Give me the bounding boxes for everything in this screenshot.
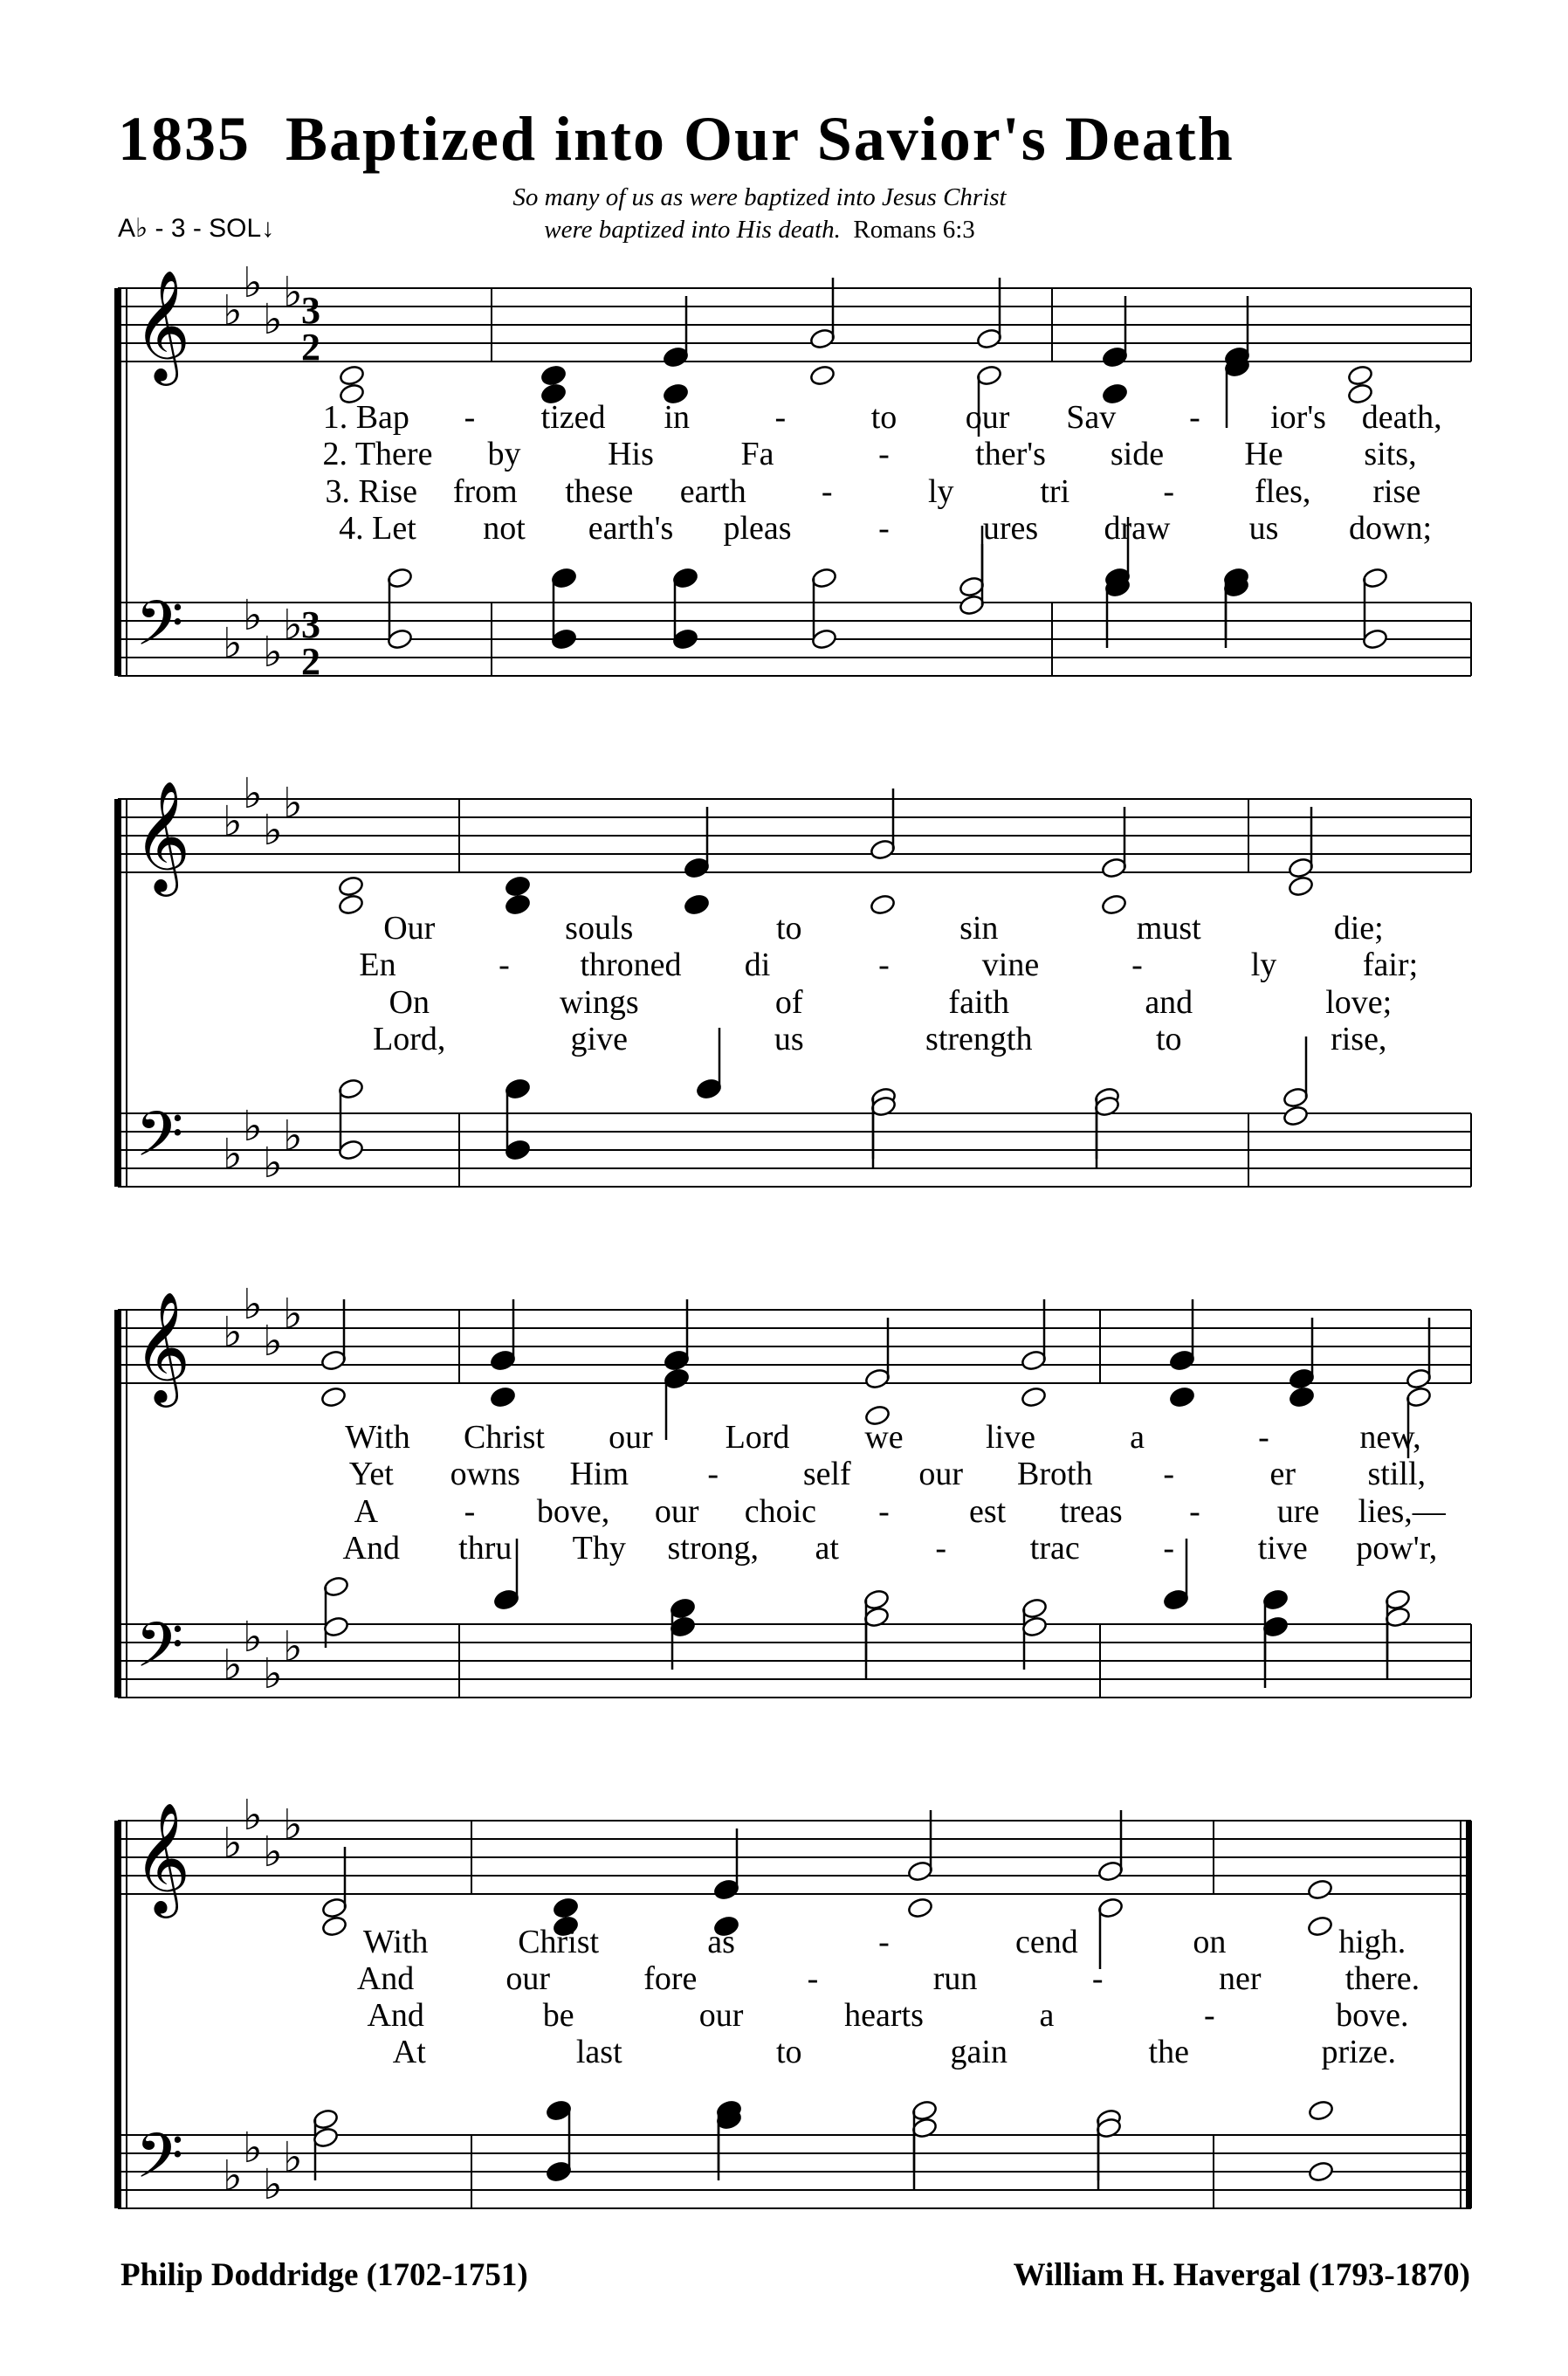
flat-icon: ♭ bbox=[243, 1791, 263, 1840]
lyric-syllable: must bbox=[1136, 910, 1201, 947]
note-head bbox=[1169, 1386, 1196, 1408]
note-head bbox=[907, 1860, 934, 1883]
lyric-syllable: - bbox=[1163, 473, 1175, 510]
time-signature-denominator: 2 bbox=[301, 326, 320, 368]
flat-icon: ♭ bbox=[283, 779, 303, 828]
lyric-syllable: bove, bbox=[536, 1493, 610, 1530]
lyric-syllable: Fa bbox=[740, 436, 774, 472]
time-signature-numerator: 3 bbox=[301, 289, 320, 332]
lyric-syllable: our bbox=[505, 1960, 551, 1997]
lyric-syllable: fair; bbox=[1362, 947, 1419, 983]
note-head bbox=[490, 1386, 517, 1408]
note-head bbox=[1347, 364, 1374, 387]
note-head bbox=[1385, 1588, 1412, 1611]
lyric-syllable: - bbox=[878, 1493, 890, 1530]
note-head bbox=[321, 1897, 348, 1919]
lyric-syllable: pow'r, bbox=[1356, 1530, 1438, 1567]
lyric-syllable: ly bbox=[1250, 947, 1277, 983]
lyric-syllable: 2. There bbox=[322, 436, 433, 472]
lyric-syllable: souls bbox=[565, 910, 634, 947]
flat-icon: ♭ bbox=[223, 619, 243, 668]
flat-icon: ♭ bbox=[263, 1828, 283, 1877]
staff-system bbox=[118, 769, 1471, 1188]
flat-icon: ♭ bbox=[263, 2160, 283, 2209]
note-head bbox=[1385, 1606, 1412, 1629]
note-head bbox=[505, 893, 532, 916]
epigraph-line-1: So many of us as were baptized into Jesus Christ bbox=[512, 183, 1007, 211]
note-head bbox=[684, 857, 711, 879]
note-head bbox=[1362, 567, 1389, 589]
note-head bbox=[1308, 2160, 1335, 2183]
lyric-syllable: vine bbox=[981, 947, 1040, 983]
lyric-syllable: 1. Bap bbox=[322, 399, 409, 436]
lyric-syllable: give bbox=[570, 1021, 628, 1057]
note-head bbox=[911, 2099, 939, 2122]
lyric-syllable: - bbox=[878, 947, 890, 983]
lyric-syllable: Sav bbox=[1066, 399, 1117, 436]
note-head bbox=[976, 364, 1003, 387]
lyric-syllable: cend bbox=[1015, 1924, 1078, 1960]
key-info: A♭ - 3 - SOL↓ bbox=[118, 214, 275, 243]
treble-clef-icon: 𝄞 bbox=[134, 1291, 191, 1402]
flat-icon: ♭ bbox=[243, 258, 263, 307]
note-head bbox=[1308, 2099, 1335, 2122]
note-head bbox=[870, 893, 897, 916]
lyric-syllable: of bbox=[774, 984, 803, 1021]
note-head bbox=[540, 364, 567, 387]
flat-icon: ♭ bbox=[223, 1641, 243, 1690]
flat-icon: ♭ bbox=[263, 1317, 283, 1366]
note-head bbox=[664, 1349, 691, 1372]
lyric-syllable: ures bbox=[982, 510, 1039, 547]
note-head bbox=[863, 1588, 891, 1611]
lyric-syllable: With bbox=[345, 1419, 410, 1456]
note-head bbox=[811, 628, 838, 651]
lyric-syllable: lies,— bbox=[1358, 1493, 1446, 1530]
lyric-syllable: be bbox=[542, 1997, 574, 2034]
lyric-syllable: Him bbox=[569, 1456, 629, 1492]
flat-icon: ♭ bbox=[223, 2152, 243, 2200]
lyric-syllable: strong, bbox=[667, 1530, 759, 1567]
lyric-syllable: di bbox=[744, 947, 771, 983]
lyric-syllable: He bbox=[1244, 436, 1283, 472]
note-head bbox=[1262, 1588, 1289, 1611]
lyric-syllable: 3. Rise bbox=[325, 473, 418, 510]
note-head bbox=[911, 2117, 939, 2139]
note-head bbox=[672, 567, 699, 589]
lyric-syllable: At bbox=[392, 2034, 426, 2070]
lyric-syllable: faith bbox=[948, 984, 1010, 1021]
note-head bbox=[670, 1615, 697, 1638]
note-head bbox=[1283, 1086, 1310, 1109]
lyric-syllable: rise bbox=[1372, 473, 1421, 510]
note-head bbox=[1021, 1615, 1049, 1638]
flat-icon: ♭ bbox=[283, 1290, 303, 1339]
lyric-syllable: our bbox=[918, 1456, 964, 1492]
lyric-syllable: our bbox=[965, 399, 1010, 436]
lyric-syllable: these bbox=[565, 473, 634, 510]
lyric-syllable: as bbox=[707, 1924, 735, 1960]
note-head bbox=[684, 893, 711, 916]
lyric-syllable: trac bbox=[1029, 1530, 1080, 1567]
note-head bbox=[493, 1588, 520, 1611]
lyric-syllable: a bbox=[1039, 1997, 1055, 2034]
flat-icon: ♭ bbox=[283, 268, 303, 317]
note-head bbox=[1163, 1588, 1190, 1611]
lyric-syllable: ther's bbox=[975, 436, 1046, 472]
lyric-syllable: - bbox=[1163, 1456, 1175, 1492]
lyric-syllable: side bbox=[1110, 436, 1165, 472]
lyric-syllable: draw bbox=[1104, 510, 1171, 547]
lyric-syllable: die; bbox=[1333, 910, 1384, 947]
lyric-syllable: our bbox=[698, 1997, 744, 2034]
note-head bbox=[338, 1139, 365, 1161]
bass-clef-icon: 𝄢 bbox=[135, 1609, 184, 1697]
lyric-syllable: On bbox=[389, 984, 430, 1021]
lyric-syllable: thru bbox=[458, 1530, 512, 1567]
lyric-syllable: Our bbox=[383, 910, 436, 947]
note-head bbox=[1362, 628, 1389, 651]
lyric-syllable: to bbox=[775, 910, 802, 947]
note-head bbox=[870, 838, 897, 861]
bass-clef-icon: 𝄢 bbox=[135, 1098, 184, 1186]
note-head bbox=[1289, 1386, 1316, 1408]
lyric-syllable: to bbox=[1155, 1021, 1182, 1057]
lyric-syllable: Broth bbox=[1016, 1456, 1093, 1492]
lyric-syllable: sits, bbox=[1364, 436, 1417, 472]
lyric-syllable: En bbox=[359, 947, 396, 983]
lyric-syllable: Lord, bbox=[373, 1021, 446, 1057]
lyric-syllable: us bbox=[774, 1021, 804, 1057]
note-head bbox=[505, 875, 532, 898]
note-head bbox=[713, 1878, 740, 1901]
lyric-syllable: tized bbox=[540, 399, 606, 436]
note-head bbox=[505, 1078, 532, 1100]
lyric-syllable: Christ bbox=[464, 1419, 545, 1456]
lyric-syllable: - bbox=[821, 473, 833, 510]
lyric-syllable: 4. Let bbox=[339, 510, 416, 547]
final-barline-thick bbox=[1466, 1821, 1472, 2208]
lyric-syllable: death, bbox=[1361, 399, 1442, 436]
note-head bbox=[1169, 1349, 1196, 1372]
lyric-syllable: - bbox=[499, 947, 510, 983]
note-head bbox=[976, 327, 1003, 350]
lyric-syllable: - bbox=[878, 436, 890, 472]
treble-clef-icon: 𝄞 bbox=[134, 780, 191, 892]
lyric-syllable: - bbox=[1091, 1960, 1104, 1997]
lyric-syllable: earth bbox=[679, 473, 746, 510]
lyric-syllable: pleas bbox=[723, 510, 792, 547]
note-head bbox=[959, 575, 986, 598]
hymn-title-text: Baptized into Our Savior's Death bbox=[285, 104, 1234, 174]
lyric-syllable: run bbox=[932, 1960, 978, 1997]
note-head bbox=[553, 1897, 580, 1919]
note-head bbox=[1021, 1386, 1048, 1408]
note-head bbox=[1307, 1915, 1334, 1938]
scripture-reference: Romans 6:3 bbox=[853, 216, 975, 244]
hymn-number: 1835 bbox=[118, 104, 251, 174]
flat-icon: ♭ bbox=[283, 1801, 303, 1849]
lyric-syllable: - bbox=[1204, 1997, 1215, 2034]
staff-system bbox=[118, 1280, 1471, 1698]
lyric-syllable: sin bbox=[959, 910, 999, 947]
lyric-syllable: wings bbox=[559, 984, 639, 1021]
lyric-syllable: - bbox=[878, 1924, 890, 1960]
lyric-syllable: Yet bbox=[348, 1456, 394, 1492]
note-head bbox=[323, 1615, 350, 1638]
flat-icon: ♭ bbox=[283, 1112, 303, 1160]
lyric-syllable: ior's bbox=[1270, 399, 1326, 436]
note-head bbox=[490, 1349, 517, 1372]
note-head bbox=[323, 1575, 350, 1598]
note-head bbox=[670, 1597, 697, 1620]
note-head bbox=[1021, 1349, 1048, 1372]
lyric-syllable: - bbox=[464, 1493, 476, 1530]
treble-clef-icon: 𝄞 bbox=[134, 269, 191, 381]
lyric-syllable: er bbox=[1269, 1456, 1296, 1492]
lyric-syllable: at bbox=[815, 1530, 839, 1567]
lyric-syllable: Christ bbox=[518, 1924, 600, 1960]
flat-icon: ♭ bbox=[223, 1819, 243, 1868]
note-head bbox=[863, 1606, 891, 1629]
lyric-syllable: still, bbox=[1367, 1456, 1427, 1492]
lyric-syllable: owns bbox=[450, 1456, 520, 1492]
flat-icon: ♭ bbox=[243, 591, 263, 640]
lyric-syllable: And bbox=[356, 1960, 415, 1997]
note-head bbox=[1283, 1105, 1310, 1127]
lyric-syllable: choic bbox=[744, 1493, 817, 1530]
lyric-syllable: tive bbox=[1257, 1530, 1308, 1567]
lyric-syllable: And bbox=[367, 1997, 424, 2034]
lyric-syllable: love; bbox=[1325, 984, 1393, 1021]
lyric-syllable: ly bbox=[927, 473, 954, 510]
lyric-syllable: in bbox=[664, 399, 691, 436]
author-credit: Philip Doddridge (1702-1751) bbox=[120, 2257, 528, 2293]
note-head bbox=[809, 327, 836, 350]
note-head bbox=[1307, 1878, 1334, 1901]
note-head bbox=[338, 1078, 365, 1100]
staff-system bbox=[118, 258, 1471, 683]
lyric-syllable: - bbox=[707, 1456, 719, 1492]
lyric-syllable: high. bbox=[1338, 1924, 1406, 1960]
lyric-syllable: gain bbox=[950, 2034, 1008, 2070]
note-head bbox=[907, 1897, 934, 1919]
staff-system bbox=[118, 1791, 1472, 2209]
note-head bbox=[313, 2126, 340, 2149]
lyric-syllable: earth's bbox=[588, 510, 674, 547]
lyric-syllable: - bbox=[878, 510, 890, 547]
note-head bbox=[387, 567, 414, 589]
bass-clef-icon: 𝄢 bbox=[135, 588, 184, 675]
flat-icon: ♭ bbox=[263, 1649, 283, 1698]
lyric-syllable: - bbox=[1258, 1419, 1269, 1456]
note-head bbox=[313, 2108, 340, 2131]
note-head bbox=[551, 628, 578, 651]
note-head bbox=[1097, 1897, 1124, 1919]
flat-icon: ♭ bbox=[243, 1280, 263, 1329]
lyric-syllable: - bbox=[1131, 947, 1143, 983]
lyric-syllable: tri bbox=[1040, 473, 1070, 510]
lyric-syllable: - bbox=[1189, 1493, 1200, 1530]
lyric-syllable: treas bbox=[1059, 1493, 1123, 1530]
note-head bbox=[339, 364, 366, 387]
note-head bbox=[1262, 1615, 1289, 1638]
lyric-syllable: us bbox=[1248, 510, 1279, 547]
lyric-syllable: to bbox=[870, 399, 897, 436]
treble-clef-icon: 𝄞 bbox=[134, 1801, 191, 1913]
lyric-syllable: His bbox=[608, 436, 654, 472]
bass-clef-icon: 𝄢 bbox=[135, 2120, 184, 2207]
epigraph-line-2: were baptized into His death. bbox=[544, 216, 841, 244]
note-head bbox=[321, 1915, 348, 1938]
lyric-syllable: self bbox=[802, 1456, 851, 1492]
lyric-syllable: strength bbox=[925, 1021, 1033, 1057]
lyric-syllable: throned bbox=[580, 947, 682, 983]
lyric-syllable: down; bbox=[1349, 510, 1432, 547]
lyric-syllable: ure bbox=[1276, 1493, 1320, 1530]
lyric-syllable: hearts bbox=[844, 1997, 924, 2034]
lyric-syllable: last bbox=[575, 2034, 622, 2070]
lyric-syllable: on bbox=[1193, 1924, 1227, 1960]
lyric-syllable: our bbox=[654, 1493, 699, 1530]
lyric-syllable: the bbox=[1148, 2034, 1189, 2070]
flat-icon: ♭ bbox=[283, 2133, 303, 2182]
flat-icon: ♭ bbox=[223, 1308, 243, 1357]
lyric-syllable: a bbox=[1130, 1419, 1145, 1456]
lyric-syllable: bove. bbox=[1336, 1997, 1409, 2034]
note-head bbox=[672, 628, 699, 651]
lyric-syllable: - bbox=[1189, 399, 1200, 436]
note-head bbox=[320, 1349, 347, 1372]
lyric-syllable: - bbox=[935, 1530, 947, 1567]
note-head bbox=[664, 1367, 691, 1390]
flat-icon: ♭ bbox=[283, 601, 303, 650]
lyric-syllable: Lord bbox=[725, 1419, 790, 1456]
note-head bbox=[663, 346, 690, 368]
lyric-syllable: ner bbox=[1219, 1960, 1262, 1997]
lyric-syllable: from bbox=[452, 473, 518, 510]
note-head bbox=[1101, 857, 1128, 879]
note-head bbox=[1406, 1367, 1433, 1390]
lyric-syllable: live bbox=[986, 1419, 1035, 1456]
lyric-syllable: and bbox=[1145, 984, 1193, 1021]
lyric-syllable: Thy bbox=[572, 1530, 626, 1567]
flat-icon: ♭ bbox=[263, 295, 283, 344]
lyric-syllable: we bbox=[864, 1419, 904, 1456]
lyric-syllable: - bbox=[464, 399, 476, 436]
note-head bbox=[338, 875, 365, 898]
time-signature-numerator: 3 bbox=[301, 603, 320, 646]
flat-icon: ♭ bbox=[263, 1139, 283, 1188]
time-signature-denominator: 2 bbox=[301, 640, 320, 683]
flat-icon: ♭ bbox=[243, 1102, 263, 1151]
lyric-syllable: With bbox=[362, 1924, 429, 1960]
composer-credit: William H. Havergal (1793-1870) bbox=[1013, 2257, 1470, 2293]
lyric-syllable: And bbox=[342, 1530, 400, 1567]
lyric-syllable: rise, bbox=[1331, 1021, 1387, 1057]
note-head bbox=[1289, 1367, 1316, 1390]
note-head bbox=[1021, 1597, 1049, 1620]
note-head bbox=[1288, 857, 1315, 879]
flat-icon: ♭ bbox=[243, 1613, 263, 1662]
lyric-syllable: by bbox=[487, 436, 521, 472]
note-head bbox=[551, 567, 578, 589]
flat-icon: ♭ bbox=[243, 2124, 263, 2173]
note-head bbox=[1406, 1386, 1433, 1408]
note-head bbox=[811, 567, 838, 589]
lyric-syllable: A bbox=[354, 1493, 379, 1530]
note-head bbox=[505, 1139, 532, 1161]
flat-icon: ♭ bbox=[263, 806, 283, 855]
flat-icon: ♭ bbox=[263, 628, 283, 677]
note-head bbox=[1102, 346, 1129, 368]
flat-icon: ♭ bbox=[283, 1622, 303, 1671]
lyric-syllable: est bbox=[969, 1493, 1007, 1530]
lyric-syllable: not bbox=[483, 510, 526, 547]
lyric-syllable: - bbox=[807, 1960, 819, 1997]
lyric-syllable: our bbox=[609, 1419, 653, 1456]
lyric-syllable: fles, bbox=[1255, 473, 1311, 510]
lyric-syllable: there. bbox=[1344, 1960, 1420, 1997]
note-head bbox=[546, 2160, 573, 2183]
note-head bbox=[387, 628, 414, 651]
lyric-syllable: fore bbox=[643, 1960, 698, 1997]
note-head bbox=[546, 2099, 573, 2122]
note-head bbox=[1101, 893, 1128, 916]
note-head bbox=[1288, 875, 1315, 898]
lyric-syllable: new, bbox=[1359, 1419, 1421, 1456]
lyric-syllable: prize. bbox=[1321, 2034, 1396, 2070]
lyric-syllable: - bbox=[1163, 1530, 1175, 1567]
note-head bbox=[864, 1367, 891, 1390]
flat-icon: ♭ bbox=[223, 286, 243, 335]
note-head bbox=[338, 893, 365, 916]
lyric-syllable: - bbox=[774, 399, 787, 436]
flat-icon: ♭ bbox=[223, 1130, 243, 1179]
note-head bbox=[809, 364, 836, 387]
lyric-syllable: to bbox=[775, 2034, 802, 2070]
note-head bbox=[696, 1078, 723, 1100]
flat-icon: ♭ bbox=[243, 769, 263, 818]
flat-icon: ♭ bbox=[223, 797, 243, 846]
note-head bbox=[1097, 1860, 1124, 1883]
note-head bbox=[959, 594, 986, 616]
note-head bbox=[320, 1386, 347, 1408]
